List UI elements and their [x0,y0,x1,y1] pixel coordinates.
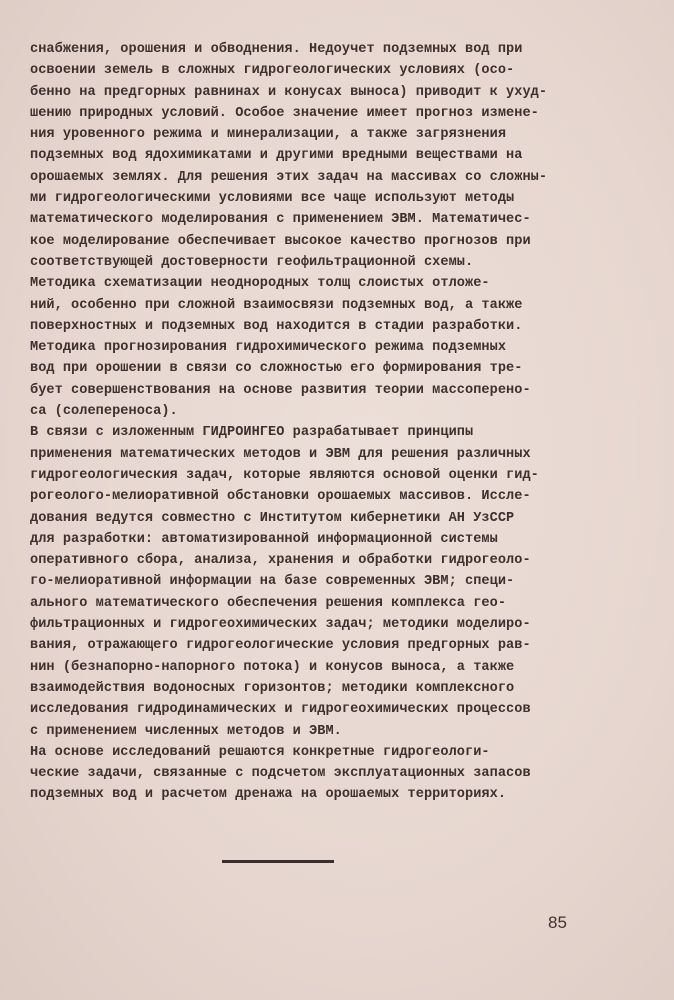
text-line: кое моделирование обеспечивает высокое качество прогнозов при [30,233,531,249]
text-line: с применением численных методов и ЭВМ. [30,723,342,739]
text-line: применения математических методов и ЭВМ для решения различных [30,446,531,462]
text-line: шению природных условий. Особое значение имеет прогноз измене- [30,105,539,121]
text-line: Методика прогнозирования гидрохимического режима подземных [30,340,507,356]
text-line: фильтрационных и гидрогеохимических задач; методики моделиро- [30,617,531,633]
text-line: снабжения, орошения и обводнения. Недоучет подземных вод при [30,42,523,57]
paragraph [30,422,600,741]
text-line: дования ведутся совместно с Институтом кибернетики АН УзССР [30,510,515,526]
text-line: подземных вод ядохимикатами и другими вредными веществами на [30,148,523,164]
text-line: вания, отражающего гидрогеологические условия предгорных рав- [30,638,531,654]
text-line: освоении земель в сложных гидрогеологических условиях (осо- [30,63,515,79]
paragraph [30,39,600,273]
text-line: математического моделирования с применением ЭВМ. Математичес- [30,212,531,228]
text-line: орошаемых землях. Для решения этих задач на массивах со сложны- [30,169,548,185]
text-line: ния уровенного режима и минерализации, а также загрязнения [30,127,507,143]
text-line: гидрогеологическия задач, которые являются основой оценки гид- [30,467,539,483]
text-line: для разработки: автоматизированной информационной системы [30,531,498,547]
text-line: бует совершенствования на основе развития теории массоперено- [30,382,531,398]
text-line: ми гидрогеологическими условиями все чаще используют методы [30,191,515,207]
text-line: исследования гидродинамических и гидрогеохимических процессов [30,702,531,718]
text-line: са (солепереноса). [30,404,178,420]
paragraph [30,273,600,422]
text-line: го-мелиоративной информации на базе современных ЭВМ; специ- [30,574,515,590]
text-line: ального математического обеспечения решения комплекса гео- [30,595,507,611]
paragraph [30,742,600,806]
text-line: поверхностных и подземных вод находится в стадии разработки. [30,318,523,334]
text-line: В связи с изложенным ГИДРОИНГЕО разрабатывает принципы [30,425,474,441]
section-divider [222,860,334,863]
body-text [30,39,600,806]
text-line: рогеолого-мелиоративной обстановки орошаемых массивов. Иссле- [30,489,531,505]
text-line: подземных вод и расчетом дренажа на орошаемых территориях. [30,787,507,803]
text-line: соответствующей достоверности геофильтрационной схемы. [30,254,474,270]
text-line: оперативного сбора, анализа, хранения и обработки гидрогеоло- [30,553,531,569]
text-line: Методика схематизации неоднородных толщ слоистых отложе- [30,276,490,292]
text-line: взаимодействия водоносных горизонтов; методики комплексного [30,680,515,696]
text-line: вод при орошении в связи со сложностью его формирования тре- [30,361,523,377]
page-number: 85 [548,913,567,932]
text-line: ческие задачи, связанные с подсчетом эксплуатационных запасов [30,766,531,782]
text-line: На основе исследований решаются конкретные гидрогеологи- [30,744,490,760]
text-line: бенно на предгорных равнинах и конусах выноса) приводит к ухуд- [30,84,548,100]
text-line: нин (безнапорно-напорного потока) и конусов выноса, а также [30,659,515,675]
text-line: ний, особенно при сложной взаимосвязи подземных вод, а также [30,297,523,313]
